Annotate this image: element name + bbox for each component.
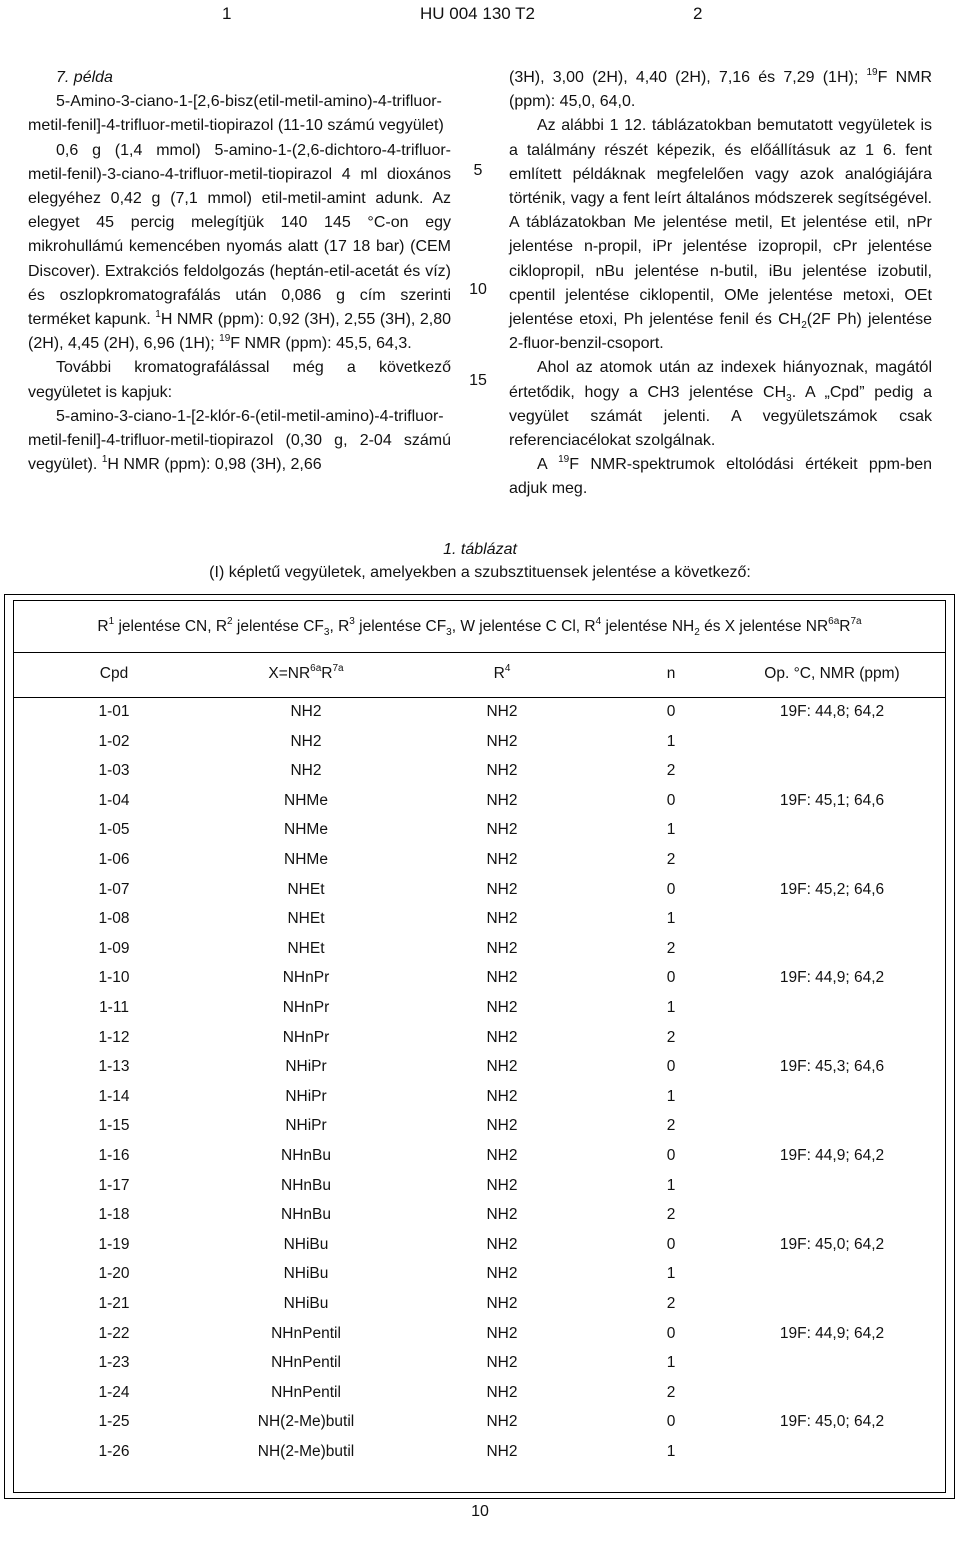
header-x: $X=NR^{6a}R^{7a}$ xyxy=(268,663,344,682)
cell-n: 1 xyxy=(666,999,676,1016)
cell-cpd: 1-03 xyxy=(98,762,130,780)
cell-n: 0 xyxy=(666,1235,676,1253)
cell-cpd: 1-07 xyxy=(98,880,130,898)
nmr-units-paragraph: A $^{19}$F NMR-spektrumok eltolódási értékeit ppm-ben adjuk meg. xyxy=(509,454,933,498)
index-note-paragraph: Ahol az atomok után az indexek hiányoznak, magától értetődik, hogy a CH3 jelentése $CH_3$. A „Cpd” pedig a vegyület számát jelenti. A vegyületszámok csak referenciacélokat szolgálnak. xyxy=(509,359,933,450)
table-row xyxy=(14,1052,945,1082)
cell-cpd: 1-21 xyxy=(98,1295,130,1312)
table-row xyxy=(14,1407,945,1437)
cell-r4: NH2 xyxy=(486,1443,518,1460)
cell-x: NH2 xyxy=(290,762,322,780)
cell-cpd: 1-19 xyxy=(98,1235,130,1253)
table-row xyxy=(14,1171,945,1201)
cell-cpd: 1-09 xyxy=(98,939,130,957)
cell-r4: NH2 xyxy=(486,910,518,928)
cell-cpd: 1-13 xyxy=(98,1058,130,1076)
cell-cpd: 1-22 xyxy=(98,1324,130,1342)
nmr-continuation: (3H), 3,00 (2H), 4,40 (2H), 7,16 és 7,29 (1H); $^{19}$F NMR (ppm): 45,0, 64,0. xyxy=(509,67,933,111)
cell-cpd: 1-02 xyxy=(98,732,130,750)
cell-r4: NH2 xyxy=(486,1413,518,1431)
cell-x: NHEt xyxy=(287,910,325,928)
cell-x: NHnPentil xyxy=(271,1383,341,1401)
substituent-definition-row xyxy=(14,601,945,653)
table-row xyxy=(14,815,945,845)
table-row xyxy=(14,1437,945,1467)
cell-n: 2 xyxy=(666,762,676,780)
table-header-row xyxy=(14,652,945,698)
cell-cpd: 1-16 xyxy=(98,1147,130,1164)
header-page-right: 2 xyxy=(693,4,703,23)
table-outer-frame xyxy=(4,594,955,1499)
cell-cpd: 1-20 xyxy=(98,1265,130,1283)
cell-r4: NH2 xyxy=(486,1087,518,1105)
cell-r4: NH2 xyxy=(486,762,518,780)
table-row xyxy=(14,1348,945,1378)
header-n: n xyxy=(666,665,676,682)
cell-n: 2 xyxy=(666,851,676,868)
cell-op-nmr: 19F: 45,1; 64,6 xyxy=(779,791,885,809)
cell-n: 1 xyxy=(666,732,676,750)
cell-cpd: 1-10 xyxy=(98,969,130,987)
table-row xyxy=(14,934,945,964)
cell-cpd: 1-15 xyxy=(98,1117,130,1135)
cell-n: 2 xyxy=(666,1295,676,1312)
table-row xyxy=(14,1230,945,1260)
cell-x: NHEt xyxy=(287,939,325,957)
cell-n: 1 xyxy=(666,821,676,839)
cell-x: NHiBu xyxy=(283,1235,329,1253)
header-page-left: 1 xyxy=(222,4,232,23)
second-compound-paragraph: 5-amino-3-ciano-1-[2-klór-6-(etil-metil-amino)-4-trifluor-metil-fenil]-4-trifluor-metil-tiopirazol (0,30 g, 2-04 számú vegyület). $^1$H NMR (ppm): 0,98 (3H), 2,66 xyxy=(28,407,451,474)
table-row xyxy=(14,1141,945,1171)
cell-x: NHnBu xyxy=(281,1176,331,1194)
cell-r4: NH2 xyxy=(486,791,518,809)
cell-x: NHMe xyxy=(284,791,328,809)
cell-x: NHnPentil xyxy=(271,1324,341,1342)
cell-op-nmr: 19F: 45,3; 64,6 xyxy=(779,1058,885,1076)
cell-n: 1 xyxy=(666,1176,676,1194)
left-column xyxy=(28,66,451,477)
cell-r4: NH2 xyxy=(486,1176,518,1194)
cell-n: 0 xyxy=(666,703,676,720)
cell-op-nmr: 19F: 45,2; 64,6 xyxy=(779,880,885,898)
procedure-paragraph: 0,6 g (1,4 mmol) 5-amino-1-(2,6-dichtoro-4-trifluor-metil-fenil)-3-ciano-4-trifluor-metil-tiopirazol 4 ml dioxános elegyéhez 0,42 g (7,1 mmol) etil-metil-amint adunk. Az elegyet 45 percig melegítjük 140 145 °C-on egy mikrohullámú kemencében nyomás alatt (17 18 bar) (CEM Discover). Extrakciós feldolgozás (heptán-etil-acetát és víz) és oszlopkromatografálás után 0,086 g cím szerinti terméket kapunk. $^1$H NMR (ppm): 0,92 (3H), 2,55 (3H), 2,80 (2H), 4,45 (2H), 6,96 (1H); $^{19}$F NMR (ppm): 45,5, 64,3. xyxy=(28,141,451,353)
cell-x: NHMe xyxy=(284,851,328,868)
compound-title: 5-Amino-3-ciano-1-[2,6-bisz(etil-metil-amino)-4-trifluor-metil-fenil]-4-trifluor-metil-tiopirazol (11-10 számú vegyület) xyxy=(28,93,444,135)
cell-x: NH2 xyxy=(290,703,322,720)
cell-op-nmr: 19F: 45,0; 64,2 xyxy=(779,1235,885,1253)
right-column xyxy=(509,66,932,502)
cell-x: NH2 xyxy=(290,732,322,750)
table-row xyxy=(14,786,945,816)
table-caption-title: 1. táblázat xyxy=(443,541,517,558)
cell-x: NHiPr xyxy=(285,1117,327,1135)
table-row xyxy=(14,697,945,727)
cell-r4: NH2 xyxy=(486,1235,518,1253)
cell-op-nmr: 19F: 45,0; 64,2 xyxy=(779,1413,885,1431)
page-number: 10 xyxy=(471,1503,489,1520)
line-number: 5 xyxy=(473,162,483,179)
cell-n: 0 xyxy=(666,1413,676,1431)
cell-x: NH(2-Me)butil xyxy=(257,1443,355,1460)
table-row xyxy=(14,1082,945,1112)
cell-x: NHnPr xyxy=(282,1028,330,1046)
cell-x: NHnPr xyxy=(282,999,330,1016)
cell-n: 2 xyxy=(666,1028,676,1046)
compound-table xyxy=(13,600,946,1493)
cell-n: 0 xyxy=(666,1058,676,1076)
cell-x: NHnBu xyxy=(281,1206,331,1224)
cell-n: 1 xyxy=(666,1354,676,1372)
cell-cpd: 1-05 xyxy=(98,821,130,839)
table-row xyxy=(14,1259,945,1289)
cell-r4: NH2 xyxy=(486,1295,518,1312)
cell-r4: NH2 xyxy=(486,1058,518,1076)
cell-op-nmr: 19F: 44,9; 64,2 xyxy=(779,969,885,987)
cell-r4: NH2 xyxy=(486,1324,518,1342)
cell-x: NHiPr xyxy=(285,1087,327,1105)
cell-r4: NH2 xyxy=(486,1265,518,1283)
cell-x: NHEt xyxy=(287,880,325,898)
cell-r4: NH2 xyxy=(486,1117,518,1135)
line-number: 15 xyxy=(469,372,487,389)
table-row xyxy=(14,1200,945,1230)
cell-x: NHnPentil xyxy=(271,1354,341,1372)
cell-r4: NH2 xyxy=(486,880,518,898)
table-row xyxy=(14,1023,945,1053)
cell-x: NHMe xyxy=(284,821,328,839)
substituent-definition: $R^1$ jelentése CN, $R^2$ jelentése $CF_3$, $R^3$ jelentése $CF_3$, W jelentése C Cl, $R^4$ jelentése $NH_2$ és X jelentése $NR^{6a}R^{7a}$ xyxy=(97,615,862,638)
cell-cpd: 1-18 xyxy=(98,1206,130,1224)
cell-cpd: 1-08 xyxy=(98,910,130,928)
cell-n: 1 xyxy=(666,1265,676,1283)
table-row xyxy=(14,845,945,875)
cell-cpd: 1-11 xyxy=(99,999,129,1016)
cell-cpd: 1-17 xyxy=(98,1176,130,1194)
header-cpd: Cpd xyxy=(99,665,129,682)
header-doc-id: HU 004 130 T2 xyxy=(420,4,535,23)
header-r4: $R^4$ xyxy=(493,663,511,682)
cell-x: NHnBu xyxy=(281,1147,331,1164)
cell-x: NH(2-Me)butil xyxy=(257,1413,355,1431)
cell-n: 2 xyxy=(666,939,676,957)
cell-r4: NH2 xyxy=(486,1147,518,1164)
table-row xyxy=(14,1111,945,1141)
cell-x: NHiBu xyxy=(283,1265,329,1283)
cell-n: 1 xyxy=(666,1087,676,1105)
table-row xyxy=(14,993,945,1023)
table-row xyxy=(14,756,945,786)
cell-r4: NH2 xyxy=(486,821,518,839)
table-row xyxy=(14,727,945,757)
cell-op-nmr: 19F: 44,9; 64,2 xyxy=(779,1147,885,1164)
cell-cpd: 1-01 xyxy=(98,703,130,720)
example-label: 7. példa xyxy=(56,69,113,86)
header-op-nmr: Op. °C, NMR (ppm) xyxy=(764,665,900,682)
cell-r4: NH2 xyxy=(486,1383,518,1401)
cell-cpd: 1-23 xyxy=(98,1354,130,1372)
table-row xyxy=(14,904,945,934)
chromatography-paragraph: További kromatografálással még a következő vegyületet is kapjuk: xyxy=(28,359,451,401)
cell-op-nmr: 19F: 44,9; 64,2 xyxy=(779,1324,885,1342)
cell-cpd: 1-06 xyxy=(98,851,130,868)
cell-n: 0 xyxy=(666,791,676,809)
table-caption-subtitle: (I) képletű vegyületek, amelyekben a szubsztituensek jelentése a következő: xyxy=(209,564,751,581)
cell-cpd: 1-24 xyxy=(98,1383,130,1401)
cell-op-nmr: 19F: 44,8; 64,2 xyxy=(779,703,885,720)
table-row xyxy=(14,1289,945,1319)
cell-x: NHiBu xyxy=(283,1295,329,1312)
cell-n: 0 xyxy=(666,880,676,898)
line-number: 10 xyxy=(469,281,487,298)
table-row xyxy=(14,1378,945,1408)
cell-r4: NH2 xyxy=(486,732,518,750)
table-row xyxy=(14,963,945,993)
cell-n: 2 xyxy=(666,1383,676,1401)
cell-n: 2 xyxy=(666,1206,676,1224)
cell-n: 1 xyxy=(666,1443,676,1460)
cell-cpd: 1-25 xyxy=(98,1413,130,1431)
cell-x: NHiPr xyxy=(285,1058,327,1076)
cell-cpd: 1-14 xyxy=(98,1087,130,1105)
cell-cpd: 1-12 xyxy=(98,1028,130,1046)
cell-r4: NH2 xyxy=(486,851,518,868)
cell-r4: NH2 xyxy=(486,999,518,1016)
tables-description-paragraph: Az alábbi 1 12. táblázatokban bemutatott vegyületek is a találmány részét képezik, és előállításuk az 1 6. fent említett példáknak megfelelően vagy azok analógiájára történik, vagy a fent leírt általános módszerek segítségével. A táblázatokban Me jelentése metil, Et jelentése etil, nPr jelentése n-propil, iPr jelentése izopropil, cPr jelentése ciklopropil, nBu jelentése n-butil, iBu jelentése izobutil, cpentil jelentése ciklopentil, OMe jelentése metoxi, OEt jelentése etoxi, Ph jelentése fenil és $CH_2(2F$ Ph) jelentése 2-fluor-benzil-csoport. xyxy=(509,117,932,353)
cell-n: 0 xyxy=(666,969,676,987)
cell-cpd: 1-26 xyxy=(98,1443,130,1460)
cell-n: 1 xyxy=(666,910,676,928)
cell-r4: NH2 xyxy=(486,939,518,957)
cell-n: 0 xyxy=(666,1324,676,1342)
table-row xyxy=(14,1319,945,1349)
cell-r4: NH2 xyxy=(486,1206,518,1224)
cell-r4: NH2 xyxy=(486,969,518,987)
cell-x: NHnPr xyxy=(282,969,330,987)
cell-n: 0 xyxy=(666,1147,676,1164)
cell-n: 2 xyxy=(666,1117,676,1135)
table-row xyxy=(14,875,945,905)
cell-r4: NH2 xyxy=(486,703,518,720)
cell-r4: NH2 xyxy=(486,1028,518,1046)
cell-cpd: 1-04 xyxy=(98,791,130,809)
cell-r4: NH2 xyxy=(486,1354,518,1372)
